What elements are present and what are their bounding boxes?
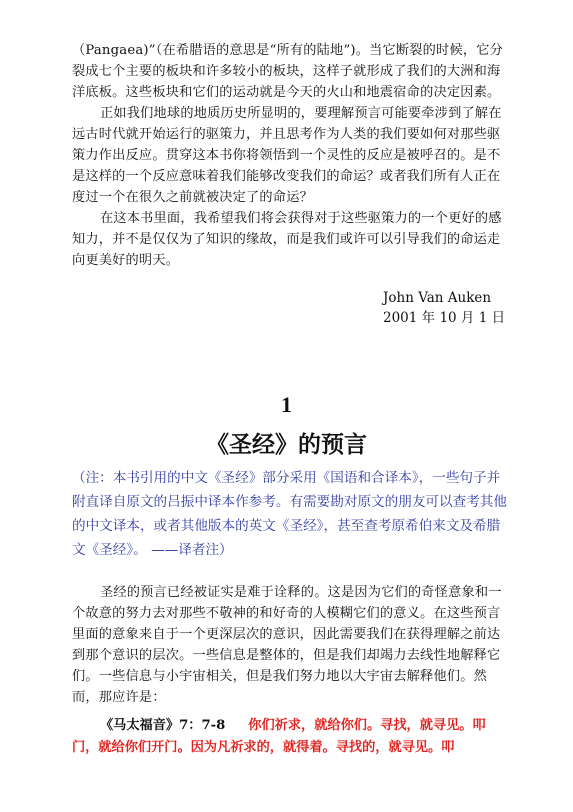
translator-note: （注：本书引用的中文《圣经》部分采用《国语和合译本》，一些句子并附直译自原文的吕振中译本作参考。有需要勘对原文的朋友可以查考其他的中文译本，或者其他版本的英文《圣经》，甚至查考原希伯来文及希腊文《圣经》。 ——译者注）	[72, 470, 507, 558]
verse-reference: 《马太福音》7：7-8	[100, 718, 226, 733]
intro-paragraph-1: （Pangaea)”（在希腊语的意思是“所有的陆地”)。当它断裂的时候，它分裂成七个主要的板块和许多较小的板块，这样子就形成了我们的大洲和海洋底板。这些板块和它们的运动就是今天的火山和地震宿命的决定因素。	[72, 43, 503, 100]
intro-section	[72, 40, 504, 271]
chapter-title: 《圣经》的预言	[206, 431, 367, 458]
verse-text: 你们祈求，就给你们。寻找，就寻见。叩门，就给你们开门。因为凡祈求的，就得着。寻找的，就寻见。叩	[72, 718, 486, 755]
signature-author: John Van Auken	[383, 290, 492, 306]
intro-paragraph-2: 正如我们地球的地质历史所显明的，要理解预言可能要牵涉到了解在远古时代就开始运行的驱策力，并且思考作为人类的我们要如何对那些驱策力作出反应。贯穿这本书你将领悟到一个灵性的反应是被呼召的。是不是这样的一个反应意味着我们能够改变我们的命运？或者我们所有人正在度过一个在很久之前就被决定了的命运？	[72, 106, 502, 205]
verse-quote	[72, 715, 508, 759]
chapter-number: 1	[281, 392, 292, 417]
chapter-paragraph-1: 圣经的预言已经被证实是难于诠释的。这是因为它们的奇怪意象和一个故意的努力去对那些不敬神的和好奇的人模糊它们的意义。在这些预言里面的意象来自于一个更深层次的意识，因此需要我们在获得理解之前达到那个意识的层次。一些信息是整体的，但是我们却竭力去线性地解释它们。一些信息与小宇宙相关，但是我们努力地以大宇宙去解释他们。然而，那应许是：	[72, 585, 502, 705]
signature-date: 2001 年 10 月 1 日	[383, 310, 506, 326]
signature-block	[383, 288, 505, 328]
chapter-body	[72, 582, 508, 708]
intro-paragraph-3: 在这本书里面，我希望我们将会获得对于这些驱策力的一个更好的感知力，并不是仅仅为了知识的缘故，而是我们或许可以引导我们的命运走向更美好的明天。	[72, 211, 502, 268]
